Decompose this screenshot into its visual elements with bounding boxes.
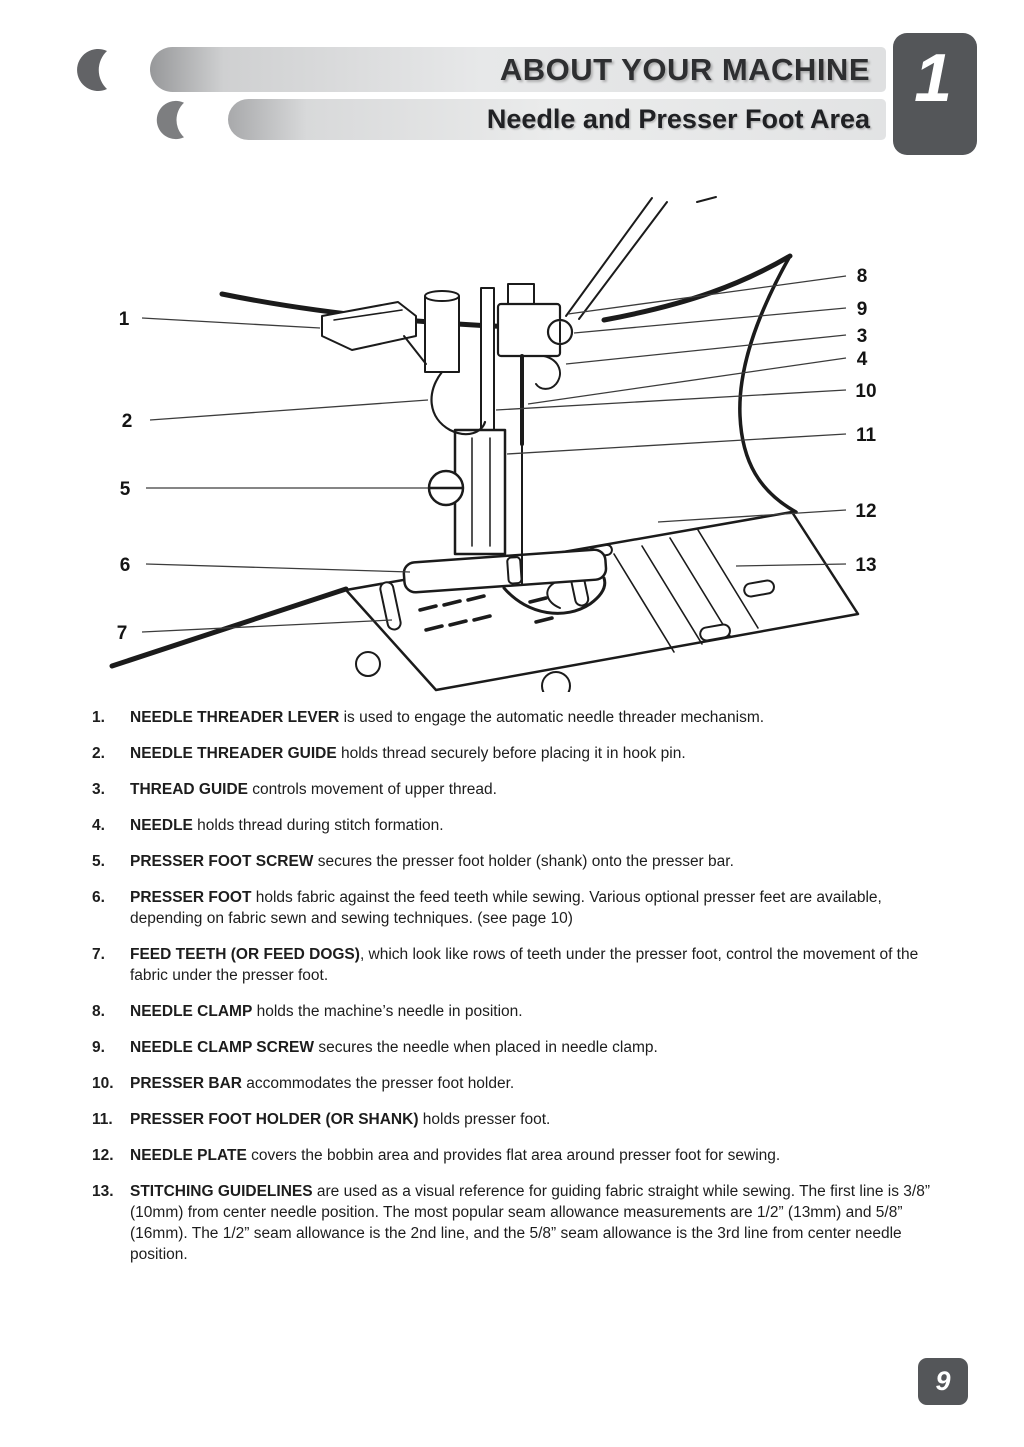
item-desc: holds thread during stitch formation. — [192, 817, 444, 834]
item-term: STITCHING GUIDELINES — [130, 1183, 313, 1200]
item-term: NEEDLE CLAMP SCREW — [130, 1039, 315, 1056]
page-number-badge — [918, 1358, 968, 1405]
list-item — [92, 779, 932, 800]
item-number: 10. — [92, 1075, 114, 1092]
needle-clamp-screw — [548, 320, 572, 344]
item-text — [130, 1001, 932, 1022]
callout-2: 2 — [121, 411, 133, 432]
list-item — [92, 815, 932, 836]
item-number: 7. — [92, 946, 105, 963]
list-item — [92, 1073, 932, 1094]
item-text — [130, 707, 932, 728]
page-number: 9 — [935, 1366, 951, 1396]
item-term: NEEDLE THREADER GUIDE — [130, 745, 337, 762]
list-item — [92, 944, 932, 986]
item-term: FEED TEETH (OR FEED DOGS) — [130, 946, 360, 963]
item-text — [130, 815, 932, 836]
callout-7: 7 — [116, 623, 128, 644]
item-term: PRESSER FOOT SCREW — [130, 853, 314, 870]
callout-4: 4 — [856, 349, 868, 370]
callout-8: 8 — [856, 266, 868, 287]
list-item — [92, 707, 932, 728]
item-text — [130, 944, 932, 986]
presser-foot-screw — [429, 471, 463, 505]
crescent-icon — [74, 48, 118, 92]
item-desc: accommodates the presser foot holder. — [241, 1075, 515, 1092]
needle-plate — [346, 512, 858, 690]
page-title: ABOUT YOUR MACHINE — [499, 51, 870, 87]
chapter-title-bar — [150, 47, 886, 92]
section-title: Needle and Presser Foot Area — [486, 104, 870, 134]
thread-guide — [536, 356, 560, 389]
part-description-list — [92, 707, 932, 1280]
item-number: 2. — [92, 745, 105, 762]
needle-threader-guide — [432, 372, 485, 434]
item-text — [130, 743, 932, 764]
item-term: PRESSER FOOT — [130, 889, 252, 906]
item-text — [130, 887, 932, 929]
item-term: NEEDLE THREADER LEVER — [130, 709, 340, 726]
item-text — [130, 779, 932, 800]
item-text — [130, 1181, 932, 1265]
item-number: 4. — [92, 817, 105, 834]
callout-5: 5 — [119, 479, 131, 500]
callout-12: 12 — [855, 501, 877, 522]
list-item — [92, 851, 932, 872]
item-term: NEEDLE — [130, 817, 193, 834]
callout-10: 10 — [855, 381, 877, 402]
chapter-number-tab — [893, 33, 977, 155]
needle-bar — [425, 296, 459, 372]
list-item — [92, 1001, 932, 1022]
item-desc: secures the needle when placed in needle clamp. — [314, 1039, 658, 1056]
item-number: 1. — [92, 709, 105, 726]
item-desc: holds presser foot. — [418, 1111, 551, 1128]
item-number: 9. — [92, 1039, 105, 1056]
item-number: 8. — [92, 1003, 105, 1020]
needle-presser-foot-diagram — [0, 192, 1024, 692]
item-term: PRESSER FOOT HOLDER (OR SHANK) — [130, 1111, 419, 1128]
item-term: THREAD GUIDE — [130, 781, 248, 798]
chapter-number: 1 — [914, 40, 952, 116]
presser-bar — [481, 288, 494, 436]
item-desc: holds the machine’s needle in position. — [252, 1003, 523, 1020]
machine-drawing — [112, 197, 858, 692]
item-desc: , which look like rows of teeth under the presser foot, control the movement of the fabric under the presser foot. — [130, 946, 919, 984]
item-desc: covers the bobbin area and provides flat area around presser foot for sewing. — [246, 1147, 781, 1164]
list-item — [92, 1145, 932, 1166]
item-term: NEEDLE CLAMP — [130, 1003, 253, 1020]
item-number: 12. — [92, 1147, 114, 1164]
item-number: 3. — [92, 781, 105, 798]
item-desc: are used as a visual reference for guiding fabric straight while sewing. The first line is 3/8” (10mm) from center needle position. The most popular seam allowance measurements are 1/2” (13mm) and 5/8” (16mm). The 1/2” seam allowance is the 2nd line, and the 5/8” seam allowance is the 3rd line from center needle position. — [130, 1183, 931, 1263]
item-text — [130, 1109, 932, 1130]
item-text — [130, 1037, 932, 1058]
list-item — [92, 1181, 932, 1265]
callout-9: 9 — [856, 299, 868, 320]
item-number: 6. — [92, 889, 105, 906]
list-item — [92, 1109, 932, 1130]
item-text — [130, 851, 932, 872]
callout-13: 13 — [855, 555, 877, 576]
callout-3: 3 — [856, 326, 868, 347]
section-title-bar — [228, 99, 886, 140]
callout-11: 11 — [855, 425, 877, 446]
crescent-icon — [154, 100, 194, 140]
item-term: PRESSER BAR — [130, 1075, 242, 1092]
list-item — [92, 743, 932, 764]
item-number: 11. — [92, 1111, 113, 1128]
list-item — [92, 887, 932, 929]
item-desc: is used to engage the automatic needle threader mechanism. — [339, 709, 765, 726]
item-desc: holds fabric against the feed teeth while sewing. Various optional presser feet are available, depending on fabric sewn and sewing techniques. (see page 10) — [130, 889, 882, 927]
item-desc: holds thread securely before placing it in hook pin. — [336, 745, 686, 762]
list-item — [92, 1037, 932, 1058]
item-text — [130, 1145, 932, 1166]
item-desc: secures the presser foot holder (shank) onto the presser bar. — [313, 853, 734, 870]
item-text — [130, 1073, 932, 1094]
item-desc: controls movement of upper thread. — [247, 781, 497, 798]
callout-6: 6 — [119, 555, 131, 576]
item-number: 13. — [92, 1183, 114, 1200]
callout-1: 1 — [118, 309, 130, 330]
needle-clamp — [498, 284, 560, 356]
item-number: 5. — [92, 853, 105, 870]
item-term: NEEDLE PLATE — [130, 1147, 247, 1164]
